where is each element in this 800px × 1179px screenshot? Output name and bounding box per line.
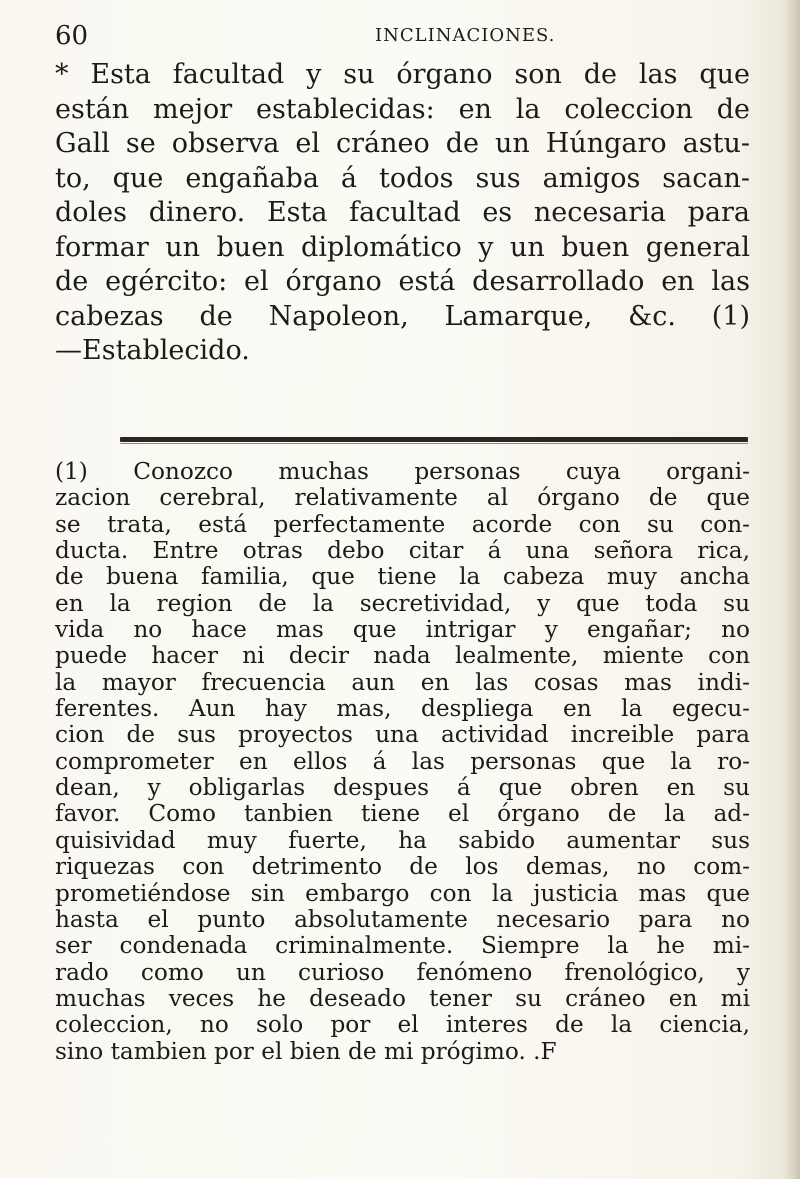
main-line: * Esta facultad y su órgano son de las que (55, 59, 750, 90)
main-line: están mejor establecidas: en la coleccion de (55, 93, 750, 125)
footnote-line: rado como un curioso fenómeno frenológico, y (55, 958, 750, 986)
footnote-paragraph (55, 459, 750, 1065)
footnote-divider-shadow (120, 443, 748, 444)
footnote-line: ferentes. Aun hay mas, despliega en la egecu- (55, 695, 750, 723)
main-paragraph (55, 58, 750, 369)
page-number: 60 (55, 21, 89, 51)
footnote-line: riquezas con detrimento de los demas, no com- (55, 853, 750, 881)
footnote-line: coleccion, no solo por el interes de la ciencia, (55, 1011, 750, 1039)
footnote-line: vida no hace mas que intrigar y engañar; no (55, 616, 750, 644)
main-line: cabezas de Napoleon, Lamarque, &c. (1) (55, 300, 750, 332)
footnote-line: favor. Como tanbien tiene el órgano de la ad- (55, 800, 750, 828)
footnote-line: prometiéndose sin embargo con la justicia mas que (55, 879, 750, 907)
footnote-line: puede hacer ni decir nada lealmente, miente con (55, 642, 750, 670)
footnote-line: comprometer en ellos á las personas que la ro- (55, 747, 750, 775)
page-header (55, 20, 745, 54)
main-line: Gall se observa el cráneo de un Húngaro astu- (55, 128, 750, 159)
footnote-line: muchas veces he deseado tener su cráneo en mi (55, 984, 750, 1012)
footnote-line: se trata, está perfectamente acorde con su con- (55, 510, 750, 538)
footnote-line: ducta. Entre otras debo citar á una señora rica, (55, 537, 750, 565)
footnote-line: ser condenada criminalmente. Siempre la he mi- (55, 932, 750, 960)
footnote-line: (1) Conozco muchas personas cuya organi- (55, 458, 750, 485)
main-line: doles dinero. Esta facultad es necesaria para (55, 197, 750, 228)
main-line: de egército: el órgano está desarrollado en las (55, 266, 750, 297)
footnote-line: cion de sus proyectos una actividad increible para (55, 721, 750, 749)
footnote-line: hasta el punto absolutamente necesario para no (55, 905, 750, 933)
page-edge (784, 0, 800, 1179)
footnote-line: sino tambien por el bien de mi prógimo. .F (55, 1037, 557, 1065)
main-line: formar un buen diplomático y un buen general (55, 231, 750, 263)
footnote-line: dean, y obligarlas despues á que obren en su (55, 774, 750, 802)
footnote-line: de buena familia, que tiene la cabeza muy ancha (55, 563, 750, 591)
running-head: INCLINACIONES. (375, 25, 556, 46)
footnote-line: zacion cerebral, relativamente al órgano de que (55, 484, 750, 512)
footnote-line: en la region de la secretividad, y que toda su (55, 589, 750, 617)
footnote-divider (120, 437, 748, 442)
footnote-line: la mayor frecuencia aun en las cosas mas indi- (55, 668, 750, 696)
main-line: to, que engañaba á todos sus amigos sacan- (55, 162, 750, 194)
footnote-line: quisividad muy fuerte, ha sabido aumentar sus (55, 826, 750, 854)
main-line: —Establecido. (55, 335, 250, 366)
